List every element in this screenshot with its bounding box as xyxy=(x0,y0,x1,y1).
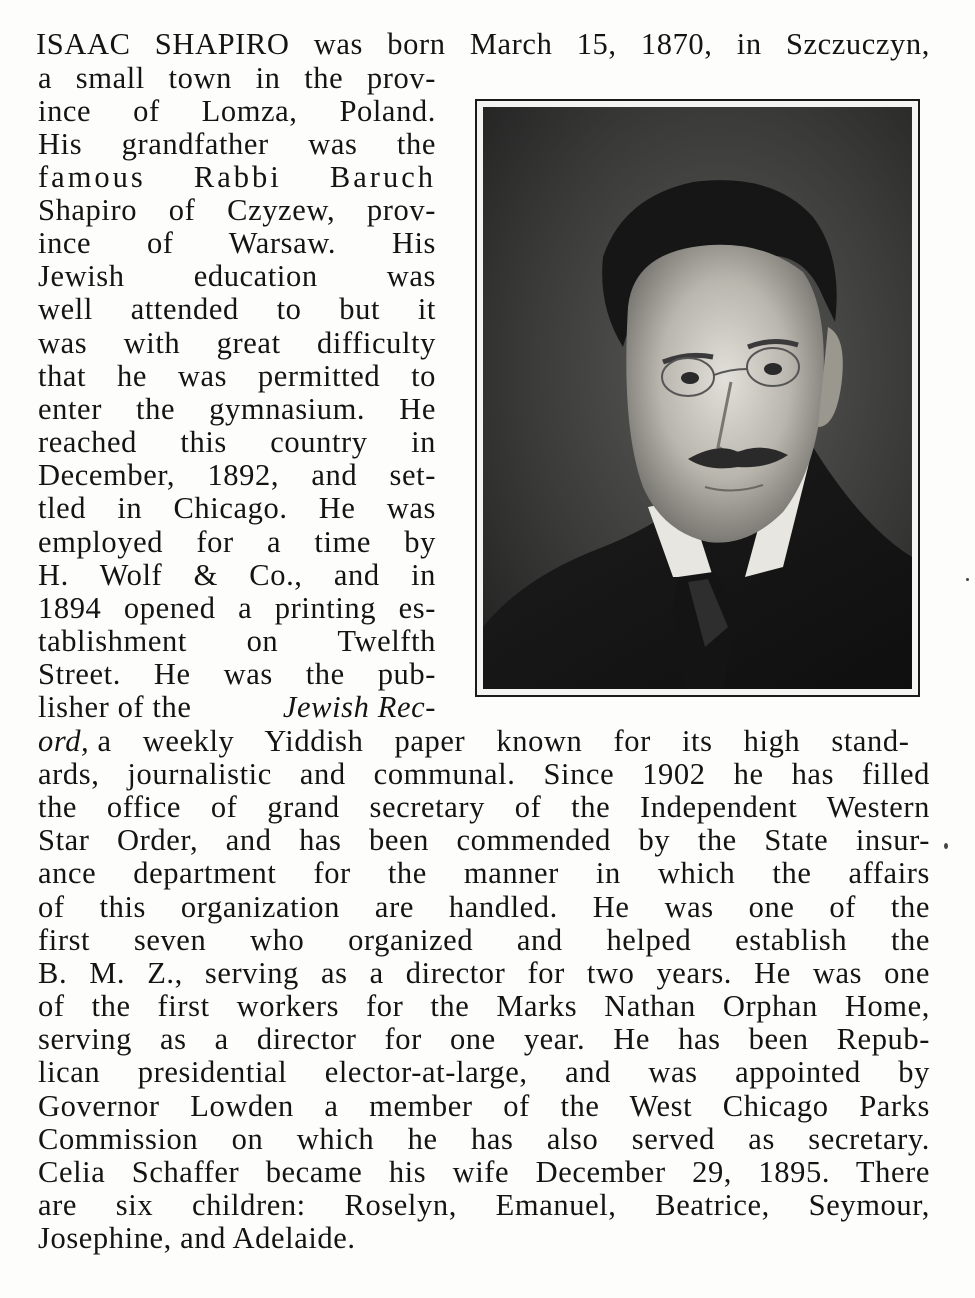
text-line-36: are six children: Roselyn, Emanuel, Beatrice, Seymour, xyxy=(38,1188,930,1222)
text-line-9: well attended to but it xyxy=(38,292,436,326)
text-line-16: employed for a time by xyxy=(38,525,436,559)
text-line-34: Commission on which he has also served as secretary. xyxy=(38,1122,930,1156)
text-line-7: ince of Warsaw. His xyxy=(38,226,436,260)
text-line-2: a small town in the prov- xyxy=(38,61,436,95)
text-line-21-roman: lisher of the xyxy=(38,690,192,724)
text-line-14: December, 1892, and set- xyxy=(38,458,436,492)
text-line-23: ards, journalistic and communal. Since 1902 he has filled xyxy=(38,757,930,791)
paper-speck xyxy=(944,843,948,849)
text-line-17: H. Wolf & Co., and in xyxy=(38,558,436,592)
text-line-10: was with great difficulty xyxy=(38,326,436,360)
text-line-3: ince of Lomza, Poland. xyxy=(38,94,436,128)
text-line-37: Josephine, and Adelaide. xyxy=(38,1221,356,1255)
text-line-21 xyxy=(38,691,436,724)
text-line-33: Governor Lowden a member of the West Chicago Parks xyxy=(38,1089,930,1123)
text-line-32: lican presidential elector-at-large, and was appointed by xyxy=(38,1055,930,1089)
portrait-photo-icon xyxy=(483,107,912,689)
text-line-26: ance department for the manner in which the affairs xyxy=(38,856,930,890)
paper-title-part-1: Jewish Rec- xyxy=(282,690,436,724)
text-line-15: tled in Chicago. He was xyxy=(38,491,436,525)
text-line-18: 1894 opened a printing es- xyxy=(38,591,436,625)
text-line-5: famous Rabbi Baruch xyxy=(38,160,436,194)
text-line-28: first seven who organized and helped establish the xyxy=(38,923,930,957)
text-line-29: B. M. Z., serving as a director for two years. He was one xyxy=(38,956,930,990)
text-line-12: enter the gymnasium. He xyxy=(38,392,436,426)
text-line-35: Celia Schaffer became his wife December 29, 1895. There xyxy=(38,1155,930,1189)
portrait-photo-image xyxy=(483,107,912,689)
text-line-30: of the first workers for the Marks Nathan Orphan Home, xyxy=(38,989,930,1023)
text-line-24: the office of grand secretary of the Independent Western xyxy=(38,790,930,824)
text-line-6: Shapiro of Czyzew, prov- xyxy=(38,193,436,227)
text-line-31: serving as a director for one year. He has been Repub- xyxy=(38,1022,930,1056)
text-line-11: that he was permitted to xyxy=(38,359,436,393)
text-line-1: ISAAC SHAPIRO was born March 15, 1870, in Szczuczyn, xyxy=(36,27,930,61)
text-line-22-rest: a weekly Yiddish paper known for its high stand- xyxy=(97,724,910,758)
text-line-22 xyxy=(38,725,930,758)
paper-title-part-2: ord, xyxy=(38,724,90,758)
text-line-20: Street. He was the pub- xyxy=(38,657,436,691)
text-line-13: reached this country in xyxy=(38,425,436,459)
text-line-25: Star Order, and has been commended by the State insur- xyxy=(38,823,930,857)
text-line-19: tablishment on Twelfth xyxy=(38,624,436,658)
text-line-8: Jewish education was xyxy=(38,259,436,293)
paper-speck xyxy=(966,578,969,581)
text-line-4: His grandfather was the xyxy=(38,127,436,161)
portrait-photo xyxy=(475,99,920,697)
text-line-27: of this organization are handled. He was one of the xyxy=(38,890,930,924)
